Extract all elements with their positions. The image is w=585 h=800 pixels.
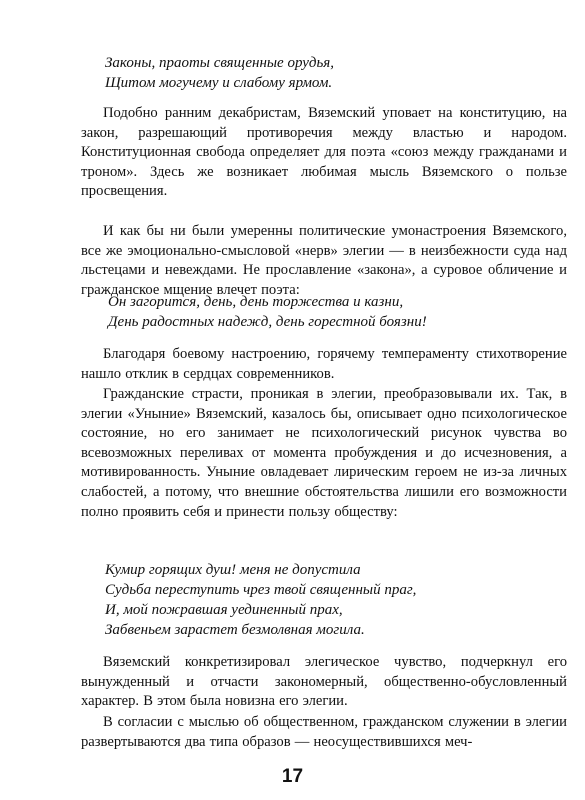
verse-line: Кумир горящих душ! меня не допустила: [105, 562, 361, 578]
paragraph-concretized-feeling: Вяземский конкретизировал элегическое чувство, подчеркнул его вынужденный и отчасти закономерный, общественно-обусловленный характер. В этом была новизна его элегии.: [81, 654, 567, 710]
verse-line: Законы, праоты священные орудья,: [105, 55, 335, 71]
paragraph-two-image-types: В согласии с мыслью об общественном, гражданском служении в элегии развертываются два типа образов — неосуществившихся меч-: [81, 714, 567, 750]
paragraph-civic-passions: Гражданские страсти, проникая в элегии, преобразовывали их. Так, в элегии «Уныние» Вяземский, казалось бы, описывает одно психологическое состояние, но его занимает не психологический рисунок чувства во всевозможных переливах от момента пробуждения и до исчезновения, а мотивированность. Уныние овладевает лирическим героем не из-за личных слабостей, а потому, что внешние обстоятельства лишили его возможности полно проявить себя и принести пользу обществу:: [81, 386, 567, 520]
paragraph-nerve-of-elegy: И как бы ни были умеренны политические умонастроения Вяземского, все же эмоционально-смысловой «нерв» элегии — в неизбежности суда над льстецами и невеждами. Не прославление «закона», а суровое обличение и гражданское мщение влечет поэта:: [81, 223, 567, 298]
verse-quote-idol: [105, 560, 416, 640]
verse-quote-day-of-triumph: [108, 292, 427, 332]
verse-line: Щитом могучему и слабому ярмом.: [105, 75, 333, 91]
verse-line: Судьба переступить чрез твой священный праг,: [105, 582, 417, 598]
page-number: 17: [281, 766, 304, 787]
verse-line: Забвеньем зарастет безмолвная могила.: [105, 622, 365, 638]
verse-line: Он загорится, день, день торжества и казни,: [108, 294, 404, 310]
verse-quote-laws: [105, 53, 334, 93]
paragraph-constitution: Подобно ранним декабристам, Вяземский уповает на конституцию, на закон, разрешающий противоречия между властью и народом. Конституционная свобода определяет для поэта «союз между гражданами и троном». Здесь же возникает любимая мысль Вяземского о пользе просвещения.: [81, 105, 567, 200]
verse-line: И, мой пожравшая уединенный прах,: [105, 602, 343, 618]
verse-line: День радостных надежд, день горестной боязни!: [108, 314, 427, 330]
paragraph-response: Благодаря боевому настроению, горячему темпераменту стихотворение нашло отклик в сердцах современников.: [81, 346, 567, 382]
